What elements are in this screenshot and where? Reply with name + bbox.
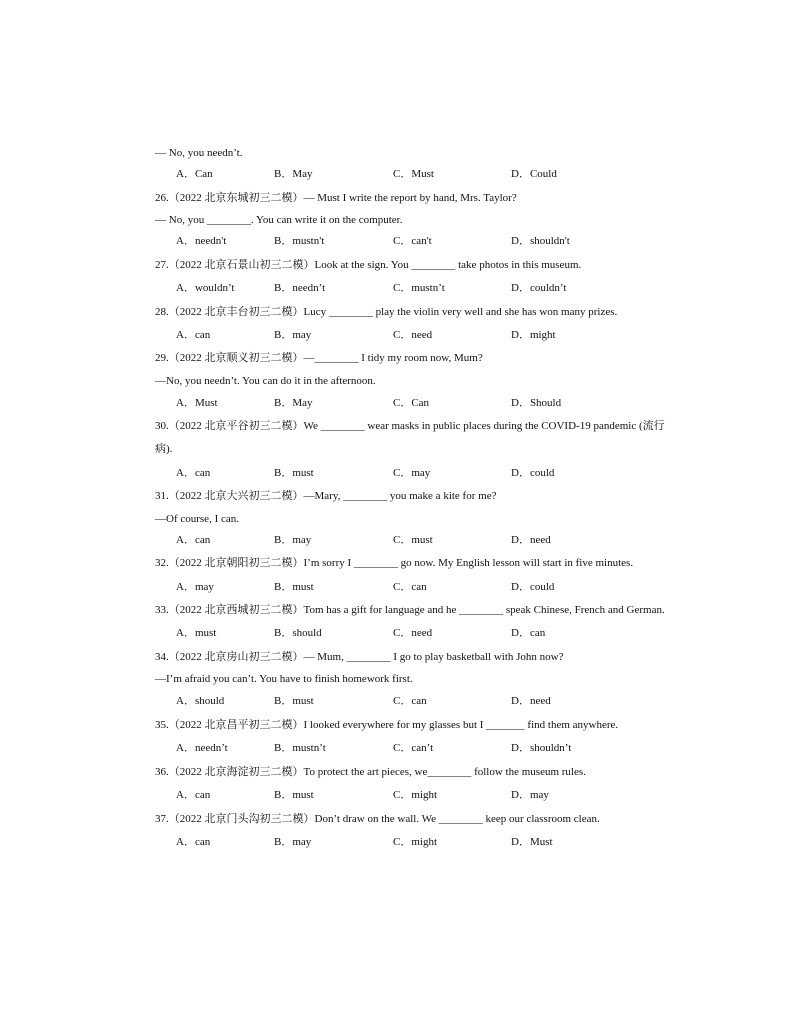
option-c: C．can't	[393, 235, 432, 247]
option-c: C．must	[393, 534, 433, 546]
option-b: B．must	[274, 581, 314, 593]
option-d: D．could	[511, 467, 555, 479]
option-d: D．Could	[511, 168, 557, 180]
option-b: B．may	[274, 329, 312, 341]
question-29-options	[176, 396, 676, 410]
option-b: B．needn’t	[274, 282, 326, 294]
option-a: A．can	[176, 836, 211, 848]
option-c: C．can’t	[393, 742, 434, 754]
option-c: C．Must	[393, 168, 434, 180]
option-a: A．Must	[176, 397, 218, 409]
option-a: A．can	[176, 329, 211, 341]
option-d: D．could	[511, 581, 555, 593]
question-37-options	[176, 835, 676, 849]
question-36-options	[176, 788, 676, 802]
option-c: C．can	[393, 695, 427, 707]
option-a: A．wouldn’t	[176, 282, 235, 294]
question-35-options	[176, 741, 676, 755]
option-d: D．Should	[511, 397, 562, 409]
option-b: B．must	[274, 789, 314, 801]
option-c: C．may	[393, 467, 431, 479]
option-b: B．must	[274, 695, 314, 707]
option-c: C．Can	[393, 397, 430, 409]
carry-over-options	[176, 167, 676, 181]
option-c: C．need	[393, 627, 433, 639]
carry-over-line: — No, you needn’t.	[155, 147, 243, 159]
option-d: D．need	[511, 534, 551, 546]
option-b: B．may	[274, 836, 312, 848]
question-28-options	[176, 328, 676, 342]
question-27-stem: 27.（2022 北京石景山初三二模）Look at the sign. You ________ take photos in this museum.	[155, 259, 582, 271]
question-26-stem: 26.（2022 北京东城初三二模）— Must I write the report by hand, Mrs. Taylor?	[155, 192, 517, 204]
option-c: C．can	[393, 581, 427, 593]
question-30-stem: 30.（2022 北京平谷初三二模）We ________ wear masks in public places during the COVID-19 pandemic (流行	[155, 420, 665, 432]
option-a: A．should	[176, 695, 225, 707]
option-a: A．needn’t	[176, 742, 228, 754]
question-33-stem: 33.（2022 北京西城初三二模）Tom has a gift for language and he ________ speak Chinese, French and German.	[155, 604, 665, 616]
option-c: C．mustn’t	[393, 282, 445, 294]
option-d: D．shouldn’t	[511, 742, 572, 754]
option-c: C．need	[393, 329, 433, 341]
question-36-stem: 36.（2022 北京海淀初三二模）To protect the art pieces, we________ follow the museum rules.	[155, 766, 586, 778]
option-c: C．might	[393, 789, 438, 801]
option-b: B．must	[274, 467, 314, 479]
question-32-stem: 32.（2022 北京朝阳初三二模）I’m sorry I ________ go now. My English lesson will start in five minutes.	[155, 557, 634, 569]
option-d: D．may	[511, 789, 549, 801]
option-b: B．mustn't	[274, 235, 325, 247]
option-a: A．may	[176, 581, 214, 593]
question-29-stem: 29.（2022 北京顺义初三二模）—________ I tidy my room now, Mum?	[155, 352, 483, 364]
question-34-stem: 34.（2022 北京房山初三二模）— Mum, ________ I go to play basketball with John now?	[155, 651, 564, 663]
question-37-stem: 37.（2022 北京门头沟初三二模）Don’t draw on the wall. We ________ keep our classroom clean.	[155, 813, 600, 825]
question-31-stem: 31.（2022 北京大兴初三二模）—Mary, ________ you make a kite for me?	[155, 490, 497, 502]
option-b: B．May	[274, 397, 313, 409]
question-26-reply: — No, you ________. You can write it on the computer.	[155, 214, 403, 226]
option-a: A．needn't	[176, 235, 227, 247]
option-d: D．shouldn't	[511, 235, 570, 247]
question-31-options	[176, 533, 676, 547]
question-31-reply: —Of course, I can.	[155, 513, 239, 525]
question-35-stem: 35.（2022 北京昌平初三二模）I looked everywhere for my glasses but I _______ find them anywhere.	[155, 719, 619, 731]
option-a: A．can	[176, 789, 211, 801]
option-d: D．need	[511, 695, 551, 707]
question-29-reply: —No, you needn’t. You can do it in the afternoon.	[155, 375, 376, 387]
question-30-stem-continued: 病).	[155, 443, 173, 455]
option-a: A．Can	[176, 168, 213, 180]
option-a: A．can	[176, 467, 211, 479]
option-d: D．might	[511, 329, 556, 341]
option-d: D．couldn’t	[511, 282, 567, 294]
question-27-options	[176, 281, 676, 295]
option-b: B．may	[274, 534, 312, 546]
option-b: B．May	[274, 168, 313, 180]
question-33-options	[176, 626, 676, 640]
question-34-reply: —I’m afraid you can’t. You have to finish homework first.	[155, 673, 413, 685]
question-30-options	[176, 466, 676, 480]
option-d: D．can	[511, 627, 546, 639]
question-34-options	[176, 694, 676, 708]
question-26-options	[176, 234, 676, 248]
question-32-options	[176, 580, 676, 594]
option-b: B．mustn’t	[274, 742, 326, 754]
question-28-stem: 28.（2022 北京丰台初三二模）Lucy ________ play the violin very well and she has won many prizes.	[155, 306, 618, 318]
option-a: A．can	[176, 534, 211, 546]
option-d: D．Must	[511, 836, 553, 848]
option-c: C．might	[393, 836, 438, 848]
option-b: B．should	[274, 627, 322, 639]
option-a: A．must	[176, 627, 217, 639]
